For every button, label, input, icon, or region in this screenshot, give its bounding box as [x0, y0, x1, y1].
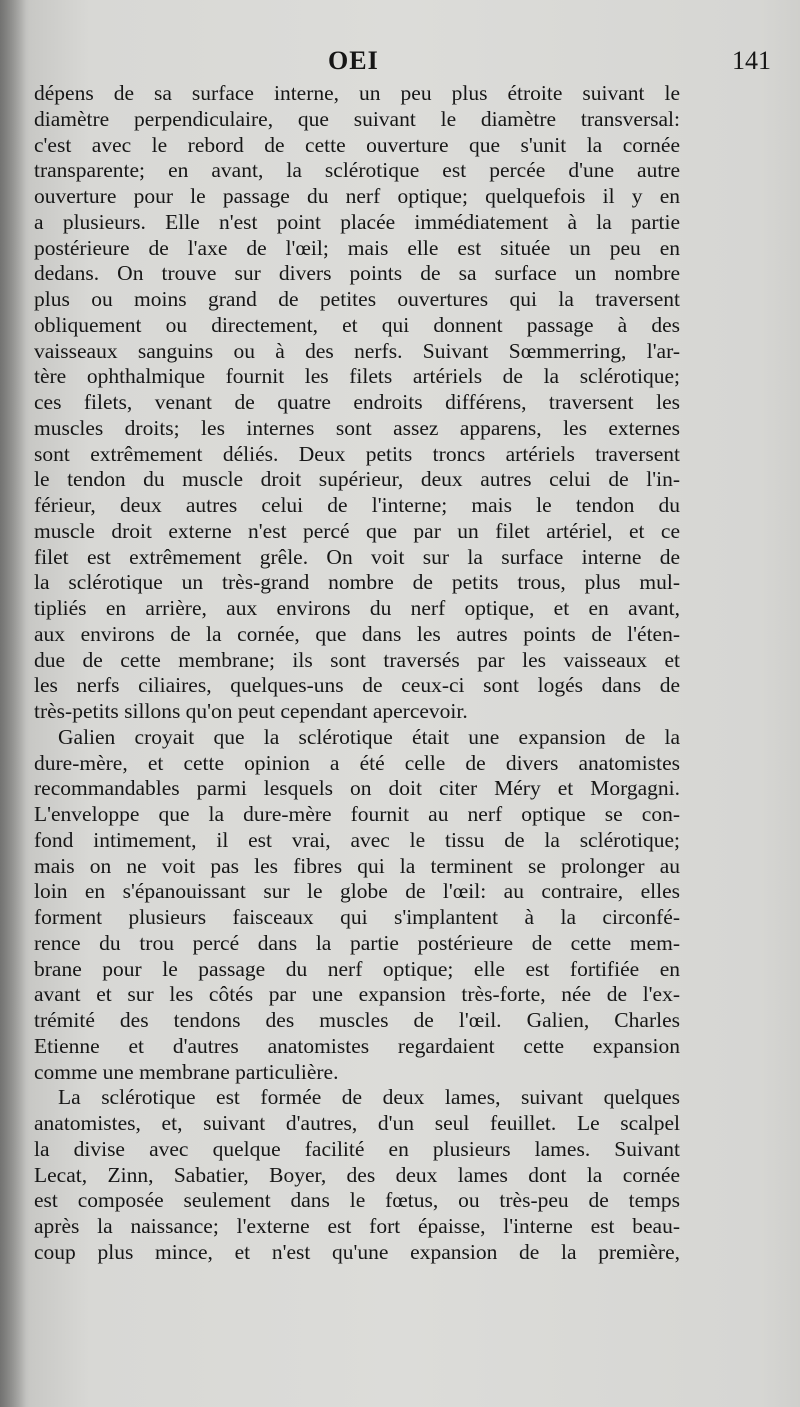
text-line: anatomistes, et, suivant d'autres, d'un seul feuillet. Le scalpel	[34, 1111, 680, 1135]
page-header	[0, 46, 800, 82]
text-line: filet est extrêmement grêle. On voit sur la surface interne de	[34, 544, 680, 569]
text-line: fond intimement, il est vrai, avec le tissu de la sclérotique;	[34, 827, 680, 852]
text-line: la divise avec quelque facilité en plusieurs lames. Suivant	[34, 1136, 680, 1161]
text-line: aux environs de la cornée, que dans les autres points de l'éten-	[34, 621, 680, 646]
text-line: loin en s'épanouissant sur le globe de l'œil: au contraire, elles	[34, 879, 680, 904]
text-line: tère ophthalmique fournit les filets artériels de la sclérotique;	[34, 364, 680, 389]
text-line: très-petits sillons qu'on peut cependant apercevoir.	[34, 699, 468, 723]
page-number: 141	[732, 46, 771, 75]
text-line: tipliés en arrière, aux environs du nerf optique, et en avant,	[34, 596, 680, 620]
text-line: avant et sur les côtés par une expansion très-forte, née de l'ex-	[34, 982, 680, 1007]
text-line: obliquement ou directement, et qui donnent passage à des	[34, 312, 680, 337]
text-line: La sclérotique est formée de deux lames, suivant quelques	[58, 1085, 680, 1110]
running-head: OEI	[328, 46, 379, 75]
text-line: L'enveloppe que la dure-mère fournit au nerf optique se con-	[34, 802, 680, 826]
text-line: brane pour le passage du nerf optique; elle est fortifiée en	[34, 956, 680, 981]
text-line: muscles droits; les internes sont assez apparens, les externes	[34, 415, 680, 440]
text-line: le tendon du muscle droit supérieur, deux autres celui de l'in-	[34, 467, 680, 492]
text-line: c'est avec le rebord de cette ouverture que s'unit la cornée	[34, 132, 680, 157]
binding-shadow	[0, 0, 26, 1407]
text-line: recommandables parmi lesquels on doit citer Méry et Morgagni.	[34, 776, 680, 801]
text-line: forment plusieurs faisceaux qui s'implantent à la circonfé-	[34, 905, 680, 929]
text-line: Galien croyait que la sclérotique était une expansion de la	[58, 724, 680, 749]
text-line: la sclérotique un très-grand nombre de petits trous, plus mul-	[34, 570, 680, 595]
text-line: les nerfs ciliaires, quelques-uns de ceux-ci sont logés dans de	[34, 673, 680, 698]
text-line: comme une membrane particulière.	[34, 1059, 339, 1084]
text-line: dedans. On trouve sur divers points de sa surface un nombre	[34, 261, 680, 286]
text-line: muscle droit externe n'est percé que par un filet artériel, et ce	[34, 518, 680, 543]
text-line: férieur, deux autres celui de l'interne; mais le tendon du	[34, 493, 680, 517]
text-line: diamètre perpendiculaire, que suivant le diamètre transversal:	[34, 106, 680, 131]
text-line: Lecat, Zinn, Sabatier, Boyer, des deux lames dont la cornée	[34, 1162, 680, 1187]
text-line: due de cette membrane; ils sont traversés par les vaisseaux et	[34, 647, 680, 672]
text-line: Etienne et d'autres anatomistes regardaient cette expansion	[34, 1033, 680, 1058]
body-text	[34, 81, 680, 1266]
text-line: postérieure de l'axe de l'œil; mais elle est située un peu en	[34, 235, 680, 260]
text-line: mais on ne voit pas les fibres qui la terminent se prolonger au	[34, 853, 680, 878]
text-line: ouverture pour le passage du nerf optique; quelquefois il y en	[34, 184, 680, 208]
text-line: après la naissance; l'externe est fort épaisse, l'interne est beau-	[34, 1214, 680, 1238]
text-line: plus ou moins grand de petites ouvertures qui la traversent	[34, 287, 680, 311]
text-line: est composée seulement dans le fœtus, ou très-peu de temps	[34, 1188, 680, 1213]
text-line: a plusieurs. Elle n'est point placée immédiatement à la partie	[34, 209, 680, 234]
text-line: dure-mère, et cette opinion a été celle de divers anatomistes	[34, 750, 680, 775]
text-line: vaisseaux sanguins ou à des nerfs. Suivant Sœmmerring, l'ar-	[34, 338, 680, 363]
text-line: trémité des tendons des muscles de l'œil. Galien, Charles	[34, 1008, 680, 1032]
text-line: dépens de sa surface interne, un peu plus étroite suivant le	[34, 81, 680, 105]
text-line: transparente; en avant, la sclérotique est percée d'une autre	[34, 158, 680, 183]
text-line: sont extrêmement déliés. Deux petits troncs artériels traversent	[34, 441, 680, 466]
text-line: rence du trou percé dans la partie postérieure de cette mem-	[34, 930, 680, 955]
text-line: ces filets, venant de quatre endroits différens, traversent les	[34, 390, 680, 414]
text-line: coup plus mince, et n'est qu'une expansion de la première,	[34, 1239, 680, 1264]
